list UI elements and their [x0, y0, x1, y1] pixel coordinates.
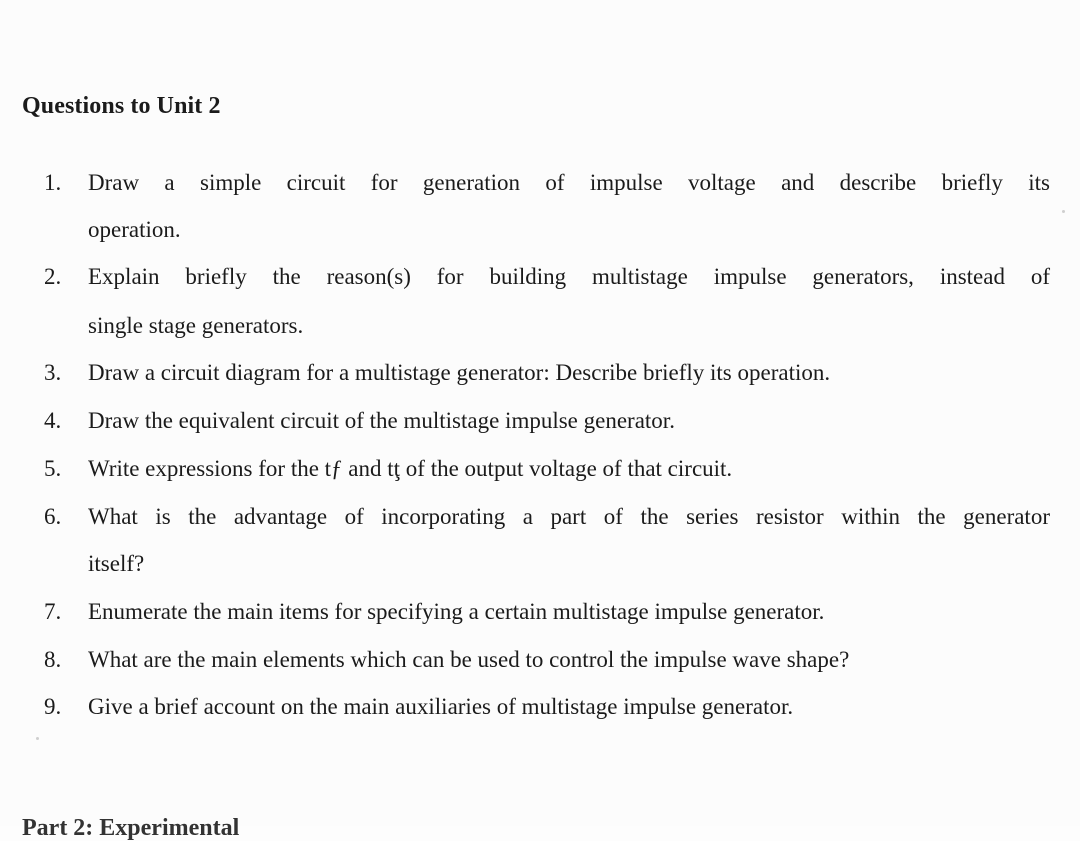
- section-heading: Questions to Unit 2: [22, 93, 221, 119]
- question-9: [44, 683, 1050, 730]
- question-6-continuation: itself?: [88, 551, 145, 576]
- question-number: 2.: [44, 264, 62, 289]
- question-number: 8.: [44, 647, 62, 672]
- question-number: 1.: [44, 170, 62, 195]
- question-number: 4.: [44, 408, 62, 433]
- question-4: [44, 397, 1050, 444]
- question-number: 6.: [44, 504, 62, 529]
- question-3: [44, 349, 1050, 396]
- scan-speck: [36, 737, 39, 740]
- question-text: What is the advantage of incorporating a part of the series resistor within the generator: [88, 504, 1050, 529]
- question-text: Explain briefly the reason(s) for building multistage impulse generators, instead of: [88, 264, 1050, 289]
- question-8: [44, 636, 1050, 683]
- question-5: [44, 445, 1050, 492]
- question-1: [44, 159, 1050, 206]
- question-2: [44, 253, 1050, 300]
- question-text: Write expressions for the tƒ and tţ of the output voltage of that circuit.: [88, 456, 733, 481]
- question-number: 9.: [44, 694, 62, 719]
- question-text: What are the main elements which can be used to control the impulse wave shape?: [88, 647, 850, 672]
- question-6: [44, 493, 1050, 540]
- question-text: Give a brief account on the main auxiliaries of multistage impulse generator.: [88, 694, 794, 719]
- question-1-continuation: operation.: [88, 217, 181, 242]
- question-text: Draw the equivalent circuit of the multistage impulse generator.: [88, 408, 675, 433]
- next-section-heading-partial: [22, 815, 322, 841]
- question-text: Draw a simple circuit for generation of impulse voltage and describe briefly its: [88, 170, 1050, 195]
- question-7: [44, 588, 1050, 635]
- scan-speck: [1062, 210, 1065, 213]
- question-number: 5.: [44, 456, 62, 481]
- question-text: Draw a circuit diagram for a multistage generator: Describe briefly its operation.: [88, 360, 831, 385]
- question-2-continuation: single stage generators.: [88, 313, 304, 338]
- next-section-heading-text: Part 2: Experimental: [22, 815, 240, 841]
- question-number: 3.: [44, 360, 62, 385]
- question-number: 7.: [44, 599, 62, 624]
- question-text: Enumerate the main items for specifying a certain multistage impulse generator.: [88, 599, 825, 624]
